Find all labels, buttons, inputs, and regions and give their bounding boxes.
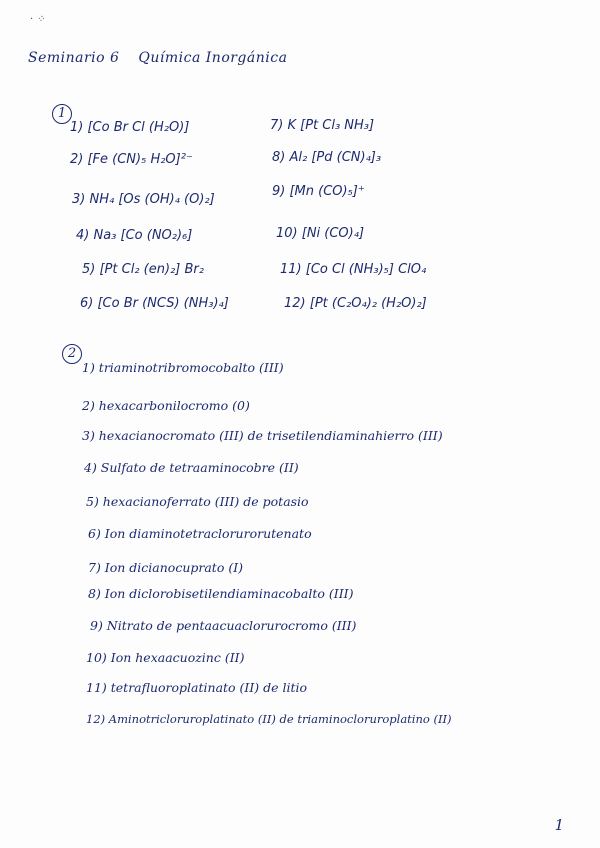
formula-2: 2) [Fe (CN)₅ H₂O]²⁻ <box>70 152 193 167</box>
page-title <box>28 50 287 66</box>
formula-11: 11) [Co Cl (NH₃)₅] ClO₄ <box>280 262 427 277</box>
formula-9: 9) [Mn (CO)₅]⁺ <box>272 184 365 199</box>
formula-3: 3) NH₄ [Os (OH)₄ (O)₂] <box>72 192 215 207</box>
name-11: 11) tetrafluoroplatinato (II) de litio <box>86 680 308 695</box>
formula-4: 4) Na₃ [Co (NO₂)₆] <box>76 228 193 243</box>
name-3: 3) hexacianocromato (III) de trisetilendiaminahierro (III) <box>82 428 443 443</box>
section-2-mark: 2 <box>62 344 82 364</box>
title-left: Seminario 6 <box>28 50 120 66</box>
ink-specks: · ⁘ <box>30 14 45 25</box>
formula-1: 1) [Co Br Cl (H₂O)] <box>70 120 190 135</box>
formula-12: 12) [Pt (C₂O₄)₂ (H₂O)₂] <box>284 296 427 311</box>
page-number: 1 <box>554 816 564 834</box>
name-4: 4) Sulfato de tetraaminocobre (II) <box>84 460 299 475</box>
name-5: 5) hexacianoferrato (III) de potasio <box>86 494 309 509</box>
name-10: 10) Ion hexaacuozinc (II) <box>86 650 245 665</box>
name-6: 6) Ion diaminotetraclorurorutenato <box>88 526 312 541</box>
name-7: 7) Ion dicianocuprato (I) <box>88 560 244 575</box>
name-1: 1) triaminotribromocobalto (III) <box>82 360 284 375</box>
name-12: 12) Aminotriclorurоplatinato (II) de triaminoclorurоplatino (II) <box>86 712 452 726</box>
formula-8: 8) Al₂ [Pd (CN)₄]₃ <box>272 150 382 165</box>
formula-5: 5) [Pt Cl₂ (en)₂] Br₂ <box>82 262 204 277</box>
title-right: Química Inorgánica <box>138 50 288 66</box>
name-2: 2) hexacarbonilocromo (0) <box>82 398 250 413</box>
name-8: 8) Ion diclorobisetilendiaminacobalto (III) <box>88 586 354 601</box>
name-9: 9) Nitrato de pentaacuaclorurocromo (III) <box>90 618 357 633</box>
section-1-mark: 1 <box>52 104 72 124</box>
formula-10: 10) [Ni (CO)₄] <box>276 226 365 241</box>
formula-6: 6) [Co Br (NCS) (NH₃)₄] <box>80 296 229 311</box>
formula-7: 7) K [Pt Cl₃ NH₃] <box>270 118 375 133</box>
